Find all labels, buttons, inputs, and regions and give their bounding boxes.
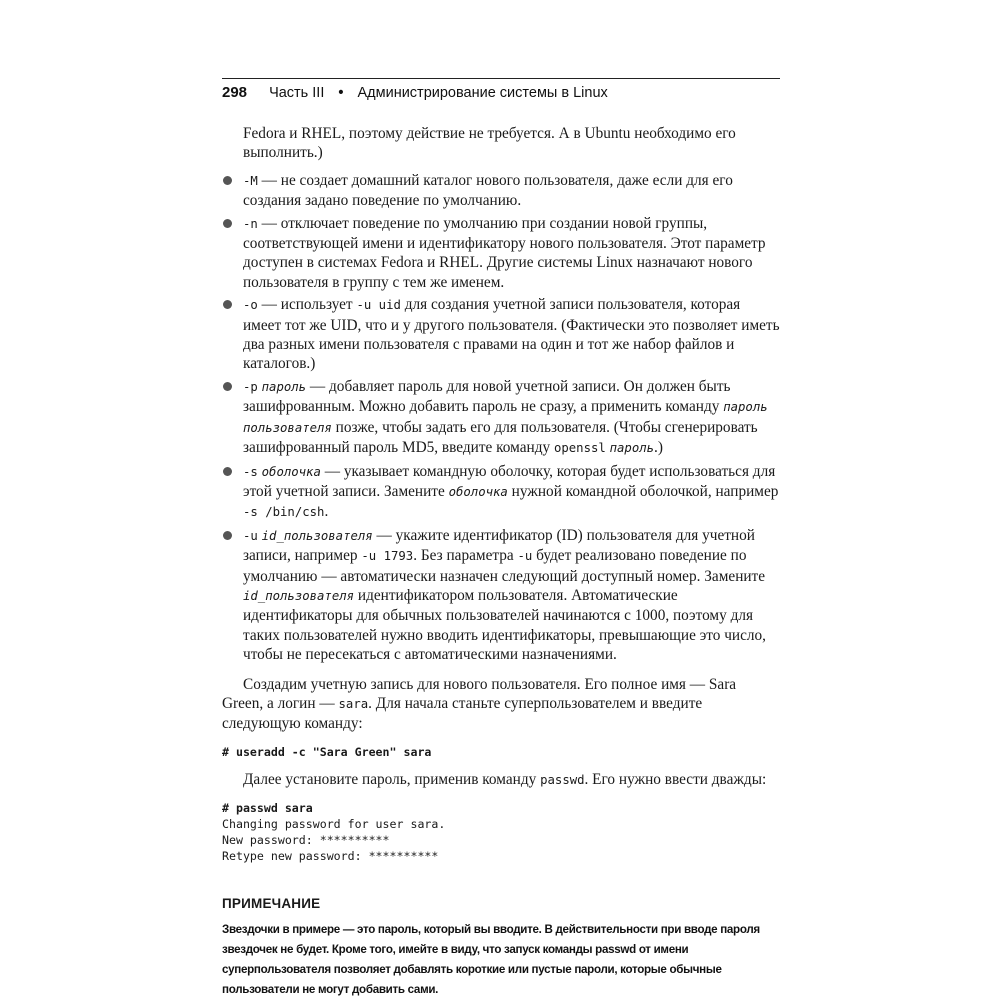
option-description: — отключает поведение по умолчанию при создании новой группы, соответствующей имени и идентификатору нового пользователя. Этот параметр доступен в системах Fedora и RHEL. Другие системы Linux назначают нового пользователя в группу с тем же именем. xyxy=(243,214,766,291)
header-separator: • xyxy=(338,85,344,101)
bullet-icon xyxy=(223,176,232,185)
option-flag: -u xyxy=(243,528,258,543)
option-argument: оболочка xyxy=(448,484,508,499)
paragraph-text: . Его нужно ввести дважды: xyxy=(584,770,767,788)
option-list xyxy=(222,171,780,665)
output-line: Changing password for user sara. xyxy=(222,817,446,832)
note-text: Звездочки в примере — это пароль, который вы вводите. В действительности при вводе пароля звездочек не будет. Кроме того, имейте в виду, что запуск команды passwd от имени суперпользователя позволяет добавлять короткие или пустые пароли, которые обычные пользователи не могут добавить сами. xyxy=(222,922,760,996)
option-item-u xyxy=(222,526,780,665)
paragraph-text: . Для начала станьте суперпользователем и введите следующую команду: xyxy=(222,694,703,733)
option-argument: id_пользователя xyxy=(261,528,373,543)
option-flag: -n xyxy=(243,216,258,231)
option-description: — указывает командную оболочку, которая будет использоваться для этой учетной записи. Замените xyxy=(243,462,776,500)
page-body xyxy=(222,124,780,1000)
option-argument: оболочка xyxy=(261,464,321,479)
bullet-icon xyxy=(223,300,232,309)
option-argument: id_пользователя xyxy=(243,588,355,603)
option-description: — укажите идентификатор (ID) пользователя для учетной записи, например xyxy=(243,526,755,565)
inline-code: passwd xyxy=(540,772,585,787)
option-flag: -s xyxy=(243,464,258,479)
inline-code: -u xyxy=(517,549,533,564)
part-title: Часть III xyxy=(269,85,325,101)
inline-code: -s /bin/csh xyxy=(243,505,325,520)
option-argument: пароль пользователя xyxy=(243,400,768,435)
intro-continuation: Fedora и RHEL, поэтому действие не требуется. А в Ubuntu необходимо его выполнить.) xyxy=(243,125,736,162)
option-description: нужной командной оболочкой, например xyxy=(507,482,779,500)
running-header xyxy=(222,78,780,107)
output-line: New password: ********** xyxy=(222,833,390,848)
option-argument: пароль xyxy=(261,379,307,394)
option-description: для создания учетной записи пользователя, которая имеет тот же UID, что и у другого пользователя. (Фактически это позволяет иметь два разных имени пользователя с правами на один и тот же набор файлов и каталогов.) xyxy=(243,296,780,373)
option-item-o xyxy=(222,295,780,374)
body-paragraph xyxy=(222,770,780,790)
inline-code: openssl xyxy=(553,441,606,456)
option-description: . Без параметра xyxy=(413,547,518,565)
option-description: — не создает домашний каталог нового пользователя, даже если для его создания задано поведение по умолчанию. xyxy=(243,171,733,210)
command-line: # passwd sara xyxy=(222,801,313,816)
option-description: — использует xyxy=(257,296,357,314)
option-item-p xyxy=(222,377,780,459)
option-flag: -M xyxy=(243,173,258,188)
option-description: .) xyxy=(654,439,663,457)
command-line: # useradd -c "Sara Green" sara xyxy=(222,744,432,759)
body-paragraph xyxy=(222,675,780,734)
output-line: Retype new password: ********** xyxy=(222,849,439,864)
option-description: — добавляет пароль для новой учетной записи. Он должен быть зашифрованным. Можно добавить пароль не сразу, а применить команду xyxy=(243,377,731,416)
bullet-icon xyxy=(223,382,232,391)
option-item-s xyxy=(222,462,780,523)
option-item-n xyxy=(222,214,780,293)
option-flag: -o xyxy=(243,298,258,313)
bullet-icon xyxy=(223,219,232,228)
page-number: 298 xyxy=(222,84,248,101)
option-description: идентификатором пользователя. Автоматические идентификаторы для обычных пользователей начинаются с 1000, поэтому для таких пользователей нужно вводить идентификаторы, превышающие это число, чтобы не пересекаться с автоматическими назначениями. xyxy=(243,586,766,664)
chapter-title: Администрирование системы в Linux xyxy=(357,85,608,101)
bullet-icon xyxy=(223,467,232,476)
paragraph-text: Далее установите пароль, применив команду xyxy=(243,770,541,788)
command-listing-2 xyxy=(222,800,780,864)
command-listing-1 xyxy=(222,744,780,760)
inline-code: sara xyxy=(338,696,369,711)
paragraph-text: Создадим учетную запись для нового пользователя. Его полное имя — Sara Green, а логин — xyxy=(222,675,737,712)
option-description: будет реализовано поведение по умолчанию — автоматически назначен следующий доступный номер. Замените xyxy=(243,547,766,585)
option-description: . xyxy=(324,503,329,521)
option-argument: пароль xyxy=(609,441,655,456)
bullet-icon xyxy=(223,531,232,540)
note-title: ПРИМЕЧАНИЕ xyxy=(222,896,321,912)
option-item-m xyxy=(222,171,780,211)
inline-code: -u 1793 xyxy=(361,549,414,564)
option-description: позже, чтобы задать его для пользователя. (Чтобы сгенерировать зашифрованный пароль MD5, введите команду xyxy=(243,418,758,457)
option-flag: -p xyxy=(243,379,258,394)
inline-code: -u uid xyxy=(356,298,401,313)
